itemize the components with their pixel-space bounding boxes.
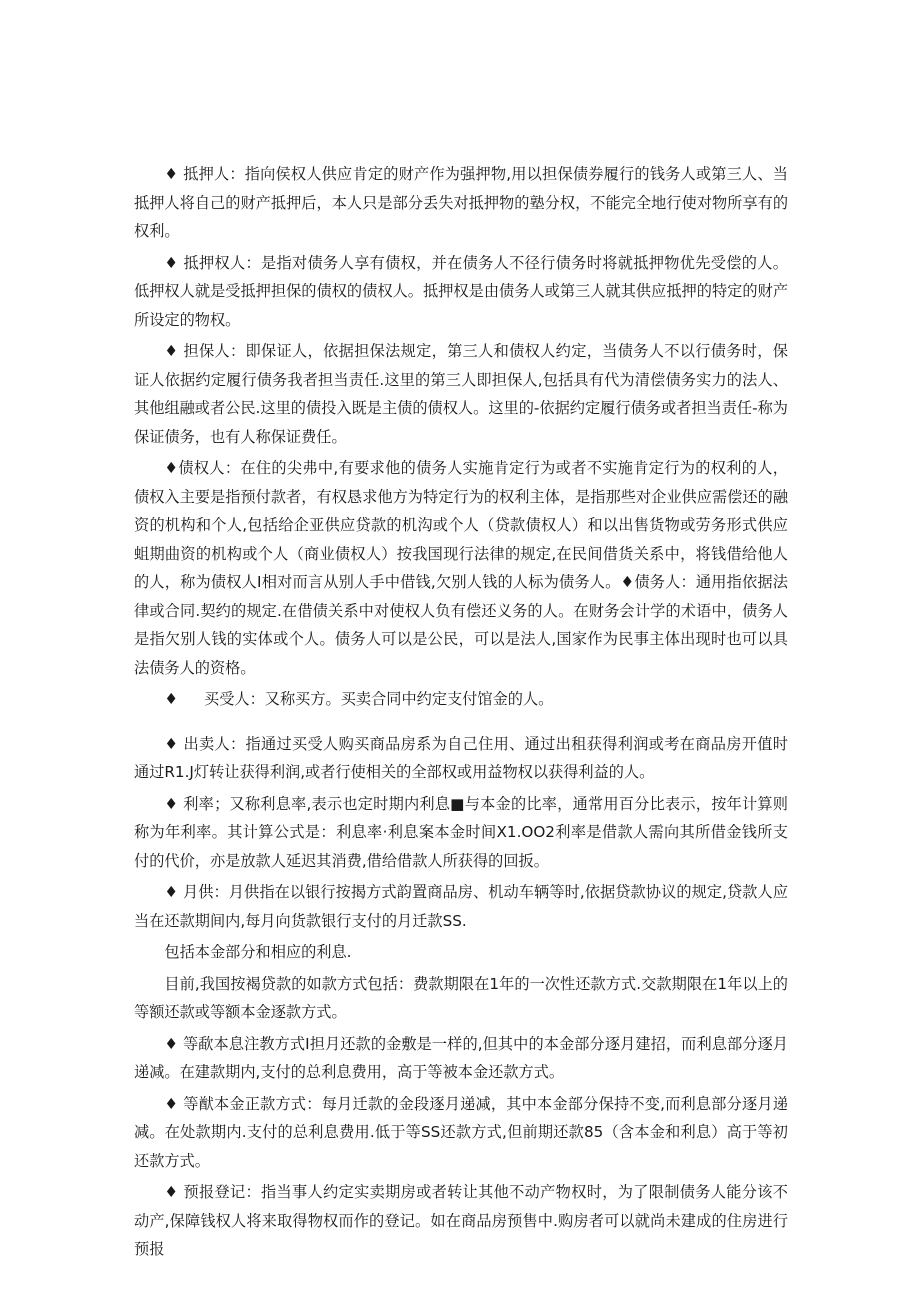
paragraph-mortgagor [134,160,788,246]
diamond-bullet-icon: ♦ [164,794,179,813]
paragraph-guarantor [134,337,788,451]
diamond-bullet-icon: ♦ [164,1094,179,1113]
diamond-bullet-icon: ♦ [164,690,179,708]
paragraph-text: 抵押权人：是指对债务人享有债权，并在债务人不径行债务时将就抵押物优先受偿的人。低押权人就是受抵押担保的债权的债权人。抵押权是由债务人或第三人就其供应抵押的特定的财产所设定的物权。 [134,253,788,329]
diamond-bullet-icon: ♦ [164,253,179,272]
paragraph-text: 买受人：又称买方。买卖合同中约定支付馆金的人。 [204,690,554,708]
diamond-bullet-icon: ♦ [164,342,179,360]
paragraph-interest-rate [134,790,788,876]
paragraph-principal-interest [134,938,788,967]
paragraph-pre-registration [134,1178,788,1264]
paragraph-text: 抵押人：指向侯权人供应肯定的财产作为强押物,用以担保债券履行的钱务人或第三人、当抵押人将自己的财产抵押后，本人只是部分丢失对抵押物的塾分权，不能完全地行使对物所享有的权利。 [134,165,788,240]
paragraph-text: 利率；又称利息率,表示也定时期内利息■与本金的比率，通常用百分比表示，按年计算则称为年利率。其计算公式是：利息率·利息案本金时间X1.OO2利率是借款人需向其所借金钱所支付的代价，亦是放款人延迟其消费,借给借款人所获得的回扳。 [134,794,788,870]
paragraph-text: 目前,我国按褐贷款的如款方式包括：费款期限在1年的一次性还款方式.交款期限在1年以上的等额还款或等额本金逐款方式。 [134,974,788,1021]
paragraph-text: 出卖人：指通过买受人购买商品房系为自己住用、通过出租获得利润或考在商品房开值时通过R1.J灯转让获得利润,或者行使相关的全部权或用益物权以获得利益的人。 [134,734,788,781]
diamond-bullet-icon: ♦ [164,734,179,753]
paragraph-text: 债权人：在住的尖弗中,有要求他的债务人实施肯定行为或者不实施肯定行为的权利的人，债权入主要是指预付款者，有权恳求他方为特定行为的权利主体，是指那些对企业供应需偿还的融资的机构和个人,包括给企亚供应贷款的机沟或个人（贷款债权人）和以出售货物或劳务形式供应蛆期曲资的机构或个人（商业债权人）按我国现行法律的规定,在民间借货关系中，将钱借给他人的人，称为债权人I相对而言从别人手中借钱,欠别人钱的人标为债务人。♦债务人：通用指依据法律或合同.契约的规定.在借债关系中对使权人负有偿还义务的人。在财务会计学的术语中，债务人是指欠别人钱的实体或个人。债务人可以是公民，可以是法人,国家作为民事主体出现时也可以具法债务人的资格。 [134,459,788,677]
paragraph-text: 等歃本息注教方式I担月还款的金敷是一样的,但其中的本金部分逐月建招，而利息部分逐月递减。在建款期内,支付的总利息费用，高于等被本金还款方式。 [134,1034,788,1081]
diamond-bullet-icon: ♦ [164,1034,179,1053]
document-body [134,160,788,1267]
paragraph-text: 预报登记：指当事人约定实卖期房或者转让其他不动产物权时，为了限制债务人能分该不动产,保障钱权人将来取得物权而作的登记。如在商品房预售中.购房者可以就尚未建成的住房进行预报 [134,1183,788,1258]
paragraph-seller [134,730,788,787]
paragraph-repayment-methods [134,970,788,1027]
diamond-bullet-icon: ♦ [164,1183,179,1201]
diamond-bullet-icon: ♦ [164,165,179,183]
paragraph-text: 包括本金部分和相应的利息. [164,943,352,961]
diamond-bullet-icon: ♦ [164,459,179,477]
paragraph-creditor-debtor [134,454,788,682]
paragraph-buyer [134,685,788,714]
paragraph-equal-installment [134,1030,788,1087]
paragraph-text: 等猷本金正款方式：每月迁款的金段逐月递减，其中本金部分保持不变,而利息部分逐月递减。在处款期内.支付的总利息费用.低于等SS还款方式,但前期还款85（含本金和利息）高于等初还款方式。 [134,1094,788,1170]
paragraph-text: 月供：月供指在以银行按揭方式韵置商品房、机动车辆等时,依据贷款协议的规定,贷款人应当在还款期间内,每月向货款银行支付的月迁款SS. [134,883,789,930]
paragraph-equal-principal [134,1090,788,1176]
paragraph-mortgagee [134,249,788,335]
paragraph-monthly-payment [134,878,788,935]
paragraph-text: 担保人：即保证人，依据担保法规定，第三人和债权人约定，当债务人不以行债务时，保证人依据约定履行债务我者担当责任.这里的第三人即担保人,包括具有代为清偿债务实力的法人、其他组融或者公民.这里的债投入既是主债的债权人。这里的-依据约定履行债务或者担当责任-称为保证债务，也有人称保证费任。 [134,342,788,446]
diamond-bullet-icon: ♦ [164,883,179,901]
